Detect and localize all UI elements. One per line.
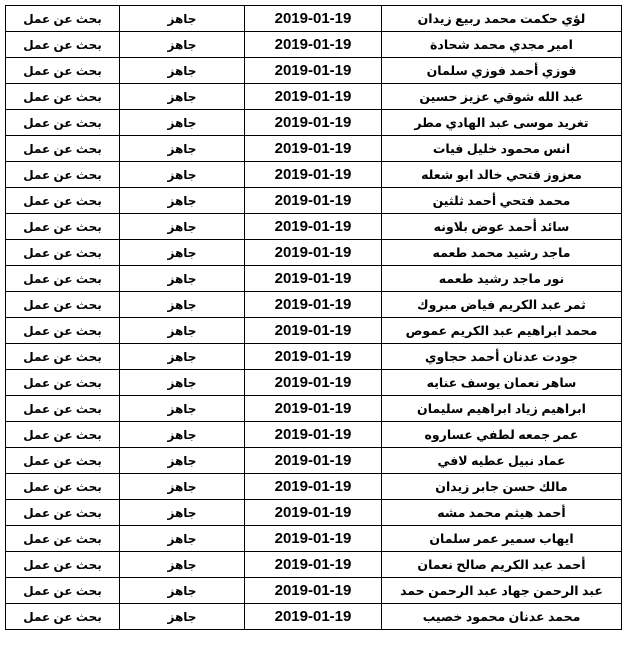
name-cell: عمر جمعه لطفي عساروه [382,422,622,448]
name-cell: مالك حسن جابر زيدان [382,474,622,500]
table-row [6,136,622,162]
status-cell: جاهز [120,32,245,58]
table-row [6,448,622,474]
table-row [6,318,622,344]
records-table-body [6,6,622,630]
name-cell: نور ماجد رشيد طعمه [382,266,622,292]
date-cell: 2019-01-19 [245,58,382,84]
table-row [6,344,622,370]
table-row [6,396,622,422]
name-cell: محمد ابراهيم عبد الكريم عموص [382,318,622,344]
status-cell: جاهز [120,58,245,84]
goal-cell: بحث عن عمل [6,396,120,422]
status-cell: جاهز [120,214,245,240]
status-cell: جاهز [120,136,245,162]
records-table [5,5,622,630]
table-row [6,32,622,58]
goal-cell: بحث عن عمل [6,58,120,84]
date-cell: 2019-01-19 [245,266,382,292]
status-cell: جاهز [120,110,245,136]
goal-cell: بحث عن عمل [6,526,120,552]
date-cell: 2019-01-19 [245,422,382,448]
name-cell: جودت عدنان أحمد حجاوي [382,344,622,370]
date-cell: 2019-01-19 [245,6,382,32]
status-cell: جاهز [120,292,245,318]
name-cell: انس محمود خليل فيات [382,136,622,162]
name-cell: أحمد عبد الكريم صالح نعمان [382,552,622,578]
date-cell: 2019-01-19 [245,370,382,396]
table-row [6,370,622,396]
date-cell: 2019-01-19 [245,110,382,136]
status-cell: جاهز [120,448,245,474]
table-row [6,422,622,448]
status-cell: جاهز [120,552,245,578]
name-cell: أحمد هيثم محمد مشه [382,500,622,526]
goal-cell: بحث عن عمل [6,136,120,162]
goal-cell: بحث عن عمل [6,448,120,474]
goal-cell: بحث عن عمل [6,6,120,32]
status-cell: جاهز [120,474,245,500]
date-cell: 2019-01-19 [245,188,382,214]
name-cell: لؤي حكمت محمد ربيع زيدان [382,6,622,32]
date-cell: 2019-01-19 [245,604,382,630]
goal-cell: بحث عن عمل [6,474,120,500]
date-cell: 2019-01-19 [245,526,382,552]
date-cell: 2019-01-19 [245,500,382,526]
goal-cell: بحث عن عمل [6,266,120,292]
date-cell: 2019-01-19 [245,552,382,578]
table-row [6,58,622,84]
table-row [6,526,622,552]
name-cell: معزوز فتحي خالد ابو شعله [382,162,622,188]
table-row [6,552,622,578]
goal-cell: بحث عن عمل [6,84,120,110]
table-row [6,110,622,136]
status-cell: جاهز [120,500,245,526]
table-row [6,604,622,630]
table-row [6,214,622,240]
date-cell: 2019-01-19 [245,344,382,370]
table-row [6,240,622,266]
name-cell: عبد الرحمن جهاد عبد الرحمن حمد [382,578,622,604]
table-row [6,162,622,188]
date-cell: 2019-01-19 [245,474,382,500]
date-cell: 2019-01-19 [245,396,382,422]
goal-cell: بحث عن عمل [6,344,120,370]
table-row [6,84,622,110]
name-cell: عماد نبيل عطيه لافي [382,448,622,474]
goal-cell: بحث عن عمل [6,32,120,58]
goal-cell: بحث عن عمل [6,318,120,344]
status-cell: جاهز [120,370,245,396]
goal-cell: بحث عن عمل [6,162,120,188]
status-cell: جاهز [120,422,245,448]
name-cell: ابراهيم زياد ابراهيم سليمان [382,396,622,422]
name-cell: فوزي أحمد فوزي سلمان [382,58,622,84]
name-cell: تغريد موسى عبد الهادي مطر [382,110,622,136]
name-cell: ايهاب سمير عمر سلمان [382,526,622,552]
table-row [6,292,622,318]
date-cell: 2019-01-19 [245,578,382,604]
goal-cell: بحث عن عمل [6,578,120,604]
table-row [6,188,622,214]
goal-cell: بحث عن عمل [6,110,120,136]
status-cell: جاهز [120,396,245,422]
date-cell: 2019-01-19 [245,136,382,162]
goal-cell: بحث عن عمل [6,422,120,448]
name-cell: ماجد رشيد محمد طعمه [382,240,622,266]
table-row [6,266,622,292]
status-cell: جاهز [120,526,245,552]
status-cell: جاهز [120,318,245,344]
table-row [6,6,622,32]
name-cell: امير مجدي محمد شحادة [382,32,622,58]
name-cell: ثمر عبد الكريم فياض مبروك [382,292,622,318]
table-row [6,578,622,604]
goal-cell: بحث عن عمل [6,240,120,266]
status-cell: جاهز [120,6,245,32]
status-cell: جاهز [120,188,245,214]
table-row [6,474,622,500]
goal-cell: بحث عن عمل [6,552,120,578]
date-cell: 2019-01-19 [245,448,382,474]
name-cell: محمد عدنان محمود خصيب [382,604,622,630]
status-cell: جاهز [120,266,245,292]
status-cell: جاهز [120,604,245,630]
goal-cell: بحث عن عمل [6,604,120,630]
table-row [6,500,622,526]
goal-cell: بحث عن عمل [6,214,120,240]
name-cell: ساهر نعمان يوسف عنايه [382,370,622,396]
date-cell: 2019-01-19 [245,318,382,344]
status-cell: جاهز [120,84,245,110]
date-cell: 2019-01-19 [245,240,382,266]
goal-cell: بحث عن عمل [6,500,120,526]
status-cell: جاهز [120,240,245,266]
status-cell: جاهز [120,578,245,604]
date-cell: 2019-01-19 [245,214,382,240]
status-cell: جاهز [120,344,245,370]
name-cell: محمد فتحي أحمد ثلثين [382,188,622,214]
date-cell: 2019-01-19 [245,84,382,110]
goal-cell: بحث عن عمل [6,370,120,396]
name-cell: سائد أحمد عوض بلاونه [382,214,622,240]
date-cell: 2019-01-19 [245,32,382,58]
name-cell: عبد الله شوقي عزيز حسين [382,84,622,110]
goal-cell: بحث عن عمل [6,188,120,214]
goal-cell: بحث عن عمل [6,292,120,318]
status-cell: جاهز [120,162,245,188]
date-cell: 2019-01-19 [245,292,382,318]
date-cell: 2019-01-19 [245,162,382,188]
